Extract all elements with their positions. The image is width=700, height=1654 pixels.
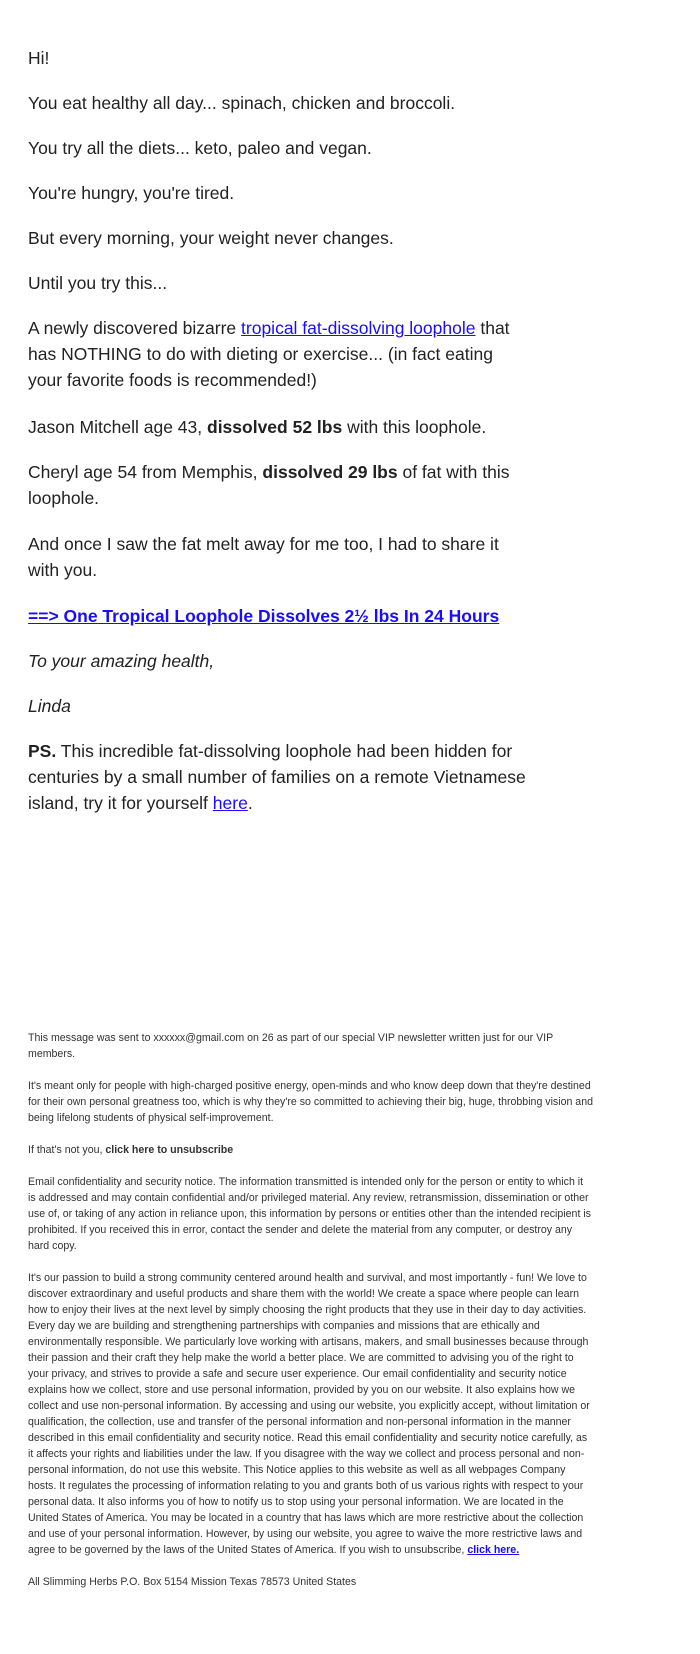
ps-label: PS. [28, 741, 57, 761]
body-line-2: You try all the diets... keto, paleo and vegan. [28, 138, 372, 158]
unsubscribe-link[interactable]: click here to unsubscribe [105, 1144, 234, 1156]
audience-notice: It's meant only for people with high-charged positive energy, open-minds and who know deep down that they're destined for their own personal greatness too, which is why they're so committed to achieving their big, huge, throbbing vision and being lifelong students of physical self-improvement. [28, 1080, 593, 1124]
passion-notice: It's our passion to build a strong community centered around health and survival, and most importantly - fun! We love to discover extraordinary and useful products and share them with the world! We create a space where people can learn how to enjoy their lives at the next level by simply choosing the right products that they use in their day to day activities. Every day we are building and strengthening partnerships with companies and missions that are ethically and environmentally responsible. We particularly love working with artisans, makers, and small businesses because through their passion and their craft they help make the world a better place. We are committed to advising you of the right to your privacy, and strives to provide a safe and secure user experience. Our email confidentiality and security notice explains how we collect, store and use personal information, provided by you on our website. It also explains how we collect and use non-personal information. By accessing and using our website, you explicitly accept, without limitation or qualification, the collection, use and transfer of the personal information and non-personal information in the manner described in this email confidentiality and security notice. Read this email confidentiality and security notice carefully, as it affects your rights and liabilities under the law. If you disagree with the way we collect and process personal and non-personal information, do not use this website. This Notice applies to this website as well as all webpages Company hosts. It regulates the processing of information relating to you and grants both of us various rights with respect to your personal data. It also informs you of how to notify us to stop using your personal information. We are located in the United States of America. You may be located in a country that has laws which are more restrictive about the collection and use of your personal information. However, by using our website, you agree to waive the more restrictive laws and agree to be governed by the laws of the United States of America. If you wish to unsubscribe, click here. [28, 1272, 590, 1556]
ps-paragraph: PS. This incredible fat-dissolving loophole had been hidden for centuries by a small number of families on a remote Vietnamese island, try it for yourself here. [28, 741, 526, 813]
greeting: Hi! [28, 48, 50, 68]
body-line-1: You eat healthy all day... spinach, chicken and broccoli. [28, 93, 456, 113]
sign-off: To your amazing health, [28, 651, 215, 671]
cta-link[interactable]: ==> One Tropical Loophole Dissolves 2½ lbs In 24 Hours [28, 606, 500, 626]
signature: Linda [28, 696, 71, 716]
footer-unsubscribe-link[interactable]: click here. [467, 1544, 520, 1556]
body-line-4: But every morning, your weight never changes. [28, 228, 394, 248]
sent-notice: This message was sent to xxxxxx@gmail.com on 26 as part of our special VIP newsletter written just for our VIP members. [28, 1032, 553, 1060]
unsubscribe-line: If that's not you, click here to unsubscribe [28, 1144, 234, 1156]
email-footer [28, 1030, 593, 1606]
share-paragraph: And once I saw the fat melt away for me too, I had to share it with you. [28, 534, 499, 580]
ps-here-link[interactable]: here [212, 793, 248, 813]
body-line-5: Until you try this... [28, 273, 168, 293]
body-line-3: You're hungry, you're tired. [28, 183, 235, 203]
cta-paragraph [28, 603, 548, 629]
loophole-link[interactable]: tropical fat-dissolving loophole [241, 318, 476, 338]
testimonial-cheryl: Cheryl age 54 from Memphis, dissolved 29 lbs of fat with this loophole. [28, 462, 510, 508]
postal-address: All Slimming Herbs P.O. Box 5154 Mission Texas 78573 United States [28, 1576, 357, 1588]
loophole-paragraph: A newly discovered bizarre tropical fat-dissolving loophole that has NOTHING to do with dieting or exercise... (in fact eating your favorite foods is recommended!) [28, 318, 510, 390]
confidentiality-notice: Email confidentiality and security notice. The information transmitted is intended only for the person or entity to which it is addressed and may contain confidential and/or privileged material. Any review, retransmission, dissemination or other use of, or taking of any action in reliance upon, this information by persons or entities other than the intended recipient is prohibited. If you received this in error, contact the sender and delete the material from any computer, or destroy any hard copy. [28, 1176, 591, 1252]
testimonial-jason: Jason Mitchell age 43, dissolved 52 lbs with this loophole. [28, 417, 487, 437]
